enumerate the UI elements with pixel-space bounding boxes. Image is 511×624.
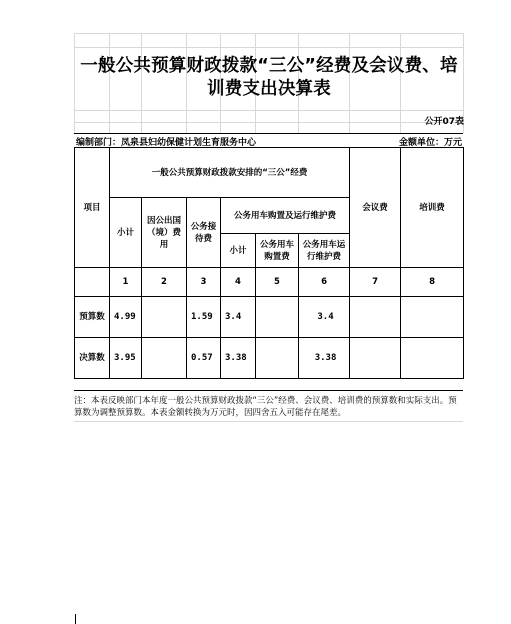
row-label-actual: 决算数 [75, 338, 110, 379]
department-label: 编制部门：凤泉县妇幼保健计划生育服务中心 [76, 138, 257, 148]
header-travel-abroad: 因公出国（境）费用 [142, 198, 187, 268]
cell-actual-vehicle-subtotal: 3.38 [221, 338, 256, 379]
cell-budget-meeting [350, 297, 401, 338]
table-row-actual [75, 338, 464, 379]
cell-actual-training [401, 338, 464, 379]
cell-budget-subtotal: 4.99 [110, 297, 142, 338]
header-training: 培训费 [401, 148, 464, 268]
grid-line [74, 110, 463, 111]
table-row-budget [75, 297, 464, 338]
header-vehicle-group: 公务用车购置及运行维护费 [221, 198, 350, 234]
header-vehicle-subtotal: 小计 [221, 234, 256, 268]
cell-budget-reception: 1.59 [187, 297, 221, 338]
column-number: 8 [401, 268, 464, 297]
header-subtotal: 小计 [110, 198, 142, 268]
header-info-row [74, 133, 463, 148]
grid-line [74, 122, 463, 123]
column-number: 1 [110, 268, 142, 297]
row-label-budget: 预算数 [75, 297, 110, 338]
grid-line [74, 47, 463, 48]
cell-actual-subtotal: 3.95 [110, 338, 142, 379]
column-number: 3 [187, 268, 221, 297]
header-three-public-group: 一般公共预算财政拨款安排的“三公”经费 [110, 148, 350, 198]
cell-actual-vehicle-purchase [256, 338, 299, 379]
header-item: 项目 [75, 148, 110, 268]
text-cursor [75, 614, 76, 624]
cell-budget-vehicle-purchase [256, 297, 299, 338]
header-vehicle-purchase: 公务用车购置费 [256, 234, 299, 268]
cell-actual-vehicle-operation: 3.38 [299, 338, 350, 379]
column-number-blank [75, 268, 110, 297]
cell-budget-vehicle-subtotal: 3.4 [221, 297, 256, 338]
column-number: 2 [142, 268, 187, 297]
cell-budget-training [401, 297, 464, 338]
unit-label: 金额单位：万元 [398, 138, 462, 148]
cell-actual-reception: 0.57 [187, 338, 221, 379]
column-number: 5 [256, 268, 299, 297]
cell-budget-vehicle-operation: 3.4 [299, 297, 350, 338]
grid-line [74, 33, 463, 34]
expenditure-table [74, 147, 464, 379]
cell-actual-meeting [350, 338, 401, 379]
grid-line [74, 421, 463, 422]
column-number: 7 [350, 268, 401, 297]
table-note: 注：本表反映部门本年度一般公共预算财政拨款“三公”经费、会议费、培训费的预算数和实际支出。预算数为调整预算数。本表金额转换为万元时，因四舍五入可能存在尾差。 [74, 390, 463, 419]
header-meeting: 会议费 [350, 148, 401, 268]
header-vehicle-operation: 公务用车运行维护费 [299, 234, 350, 268]
document-title: 一般公共预算财政拨款“三公”经费及会议费、培训费支出决算表 [80, 56, 458, 99]
column-number: 6 [299, 268, 350, 297]
cell-budget-travel-abroad [142, 297, 187, 338]
column-number: 4 [221, 268, 256, 297]
cell-actual-travel-abroad [142, 338, 187, 379]
form-number: 公开07表 [424, 117, 464, 127]
header-reception: 公务接待费 [187, 198, 221, 268]
